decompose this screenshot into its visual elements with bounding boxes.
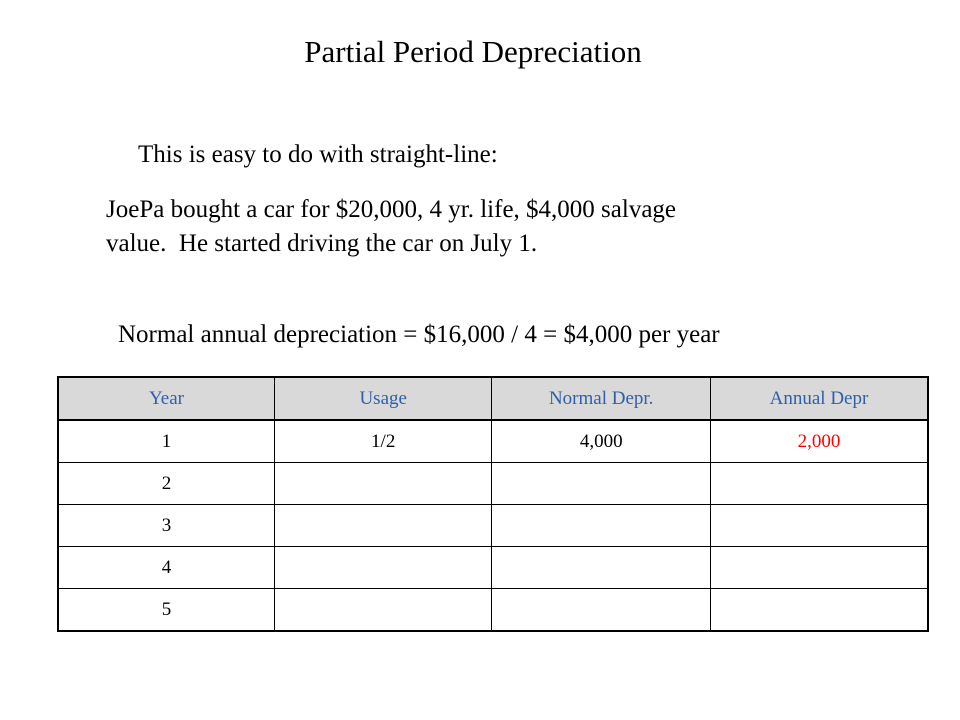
cell-usage <box>274 589 491 632</box>
cell-year: 2 <box>58 463 274 505</box>
cell-year: 5 <box>58 589 274 632</box>
cell-usage: 1/2 <box>274 420 491 463</box>
scenario-line-1: JoePa bought a car for $20,000, 4 yr. life, $4,000 salvage <box>106 196 677 223</box>
depreciation-table <box>57 376 929 632</box>
scenario-text <box>106 193 866 261</box>
table-row <box>58 589 928 632</box>
table-header-row <box>58 377 928 420</box>
header-normal-depr: Normal Depr. <box>492 377 711 420</box>
page-title: Partial Period Depreciation <box>304 34 642 69</box>
cell-year: 1 <box>58 420 274 463</box>
cell-year: 3 <box>58 505 274 547</box>
cell-annual-depr: 2,000 <box>710 420 928 463</box>
cell-normal-depr <box>492 463 711 505</box>
intro-text: This is easy to do with straight-line: <box>138 141 498 168</box>
cell-usage <box>274 505 491 547</box>
header-annual-depr: Annual Depr <box>710 377 928 420</box>
table-row <box>58 463 928 505</box>
header-usage: Usage <box>274 377 491 420</box>
cell-normal-depr: 4,000 <box>492 420 711 463</box>
cell-annual-depr <box>710 589 928 632</box>
header-year: Year <box>58 377 274 420</box>
cell-usage <box>274 463 491 505</box>
cell-normal-depr <box>492 505 711 547</box>
cell-normal-depr <box>492 589 711 632</box>
table-row <box>58 505 928 547</box>
table-row <box>58 547 928 589</box>
table-row <box>58 420 928 463</box>
cell-normal-depr <box>492 547 711 589</box>
cell-annual-depr <box>710 547 928 589</box>
formula-text: Normal annual depreciation = $16,000 / 4 = $4,000 per year <box>118 321 720 348</box>
scenario-line-2: value. He started driving the car on July 1. <box>106 230 538 257</box>
cell-usage <box>274 547 491 589</box>
cell-annual-depr <box>710 505 928 547</box>
cell-annual-depr <box>710 463 928 505</box>
cell-year: 4 <box>58 547 274 589</box>
